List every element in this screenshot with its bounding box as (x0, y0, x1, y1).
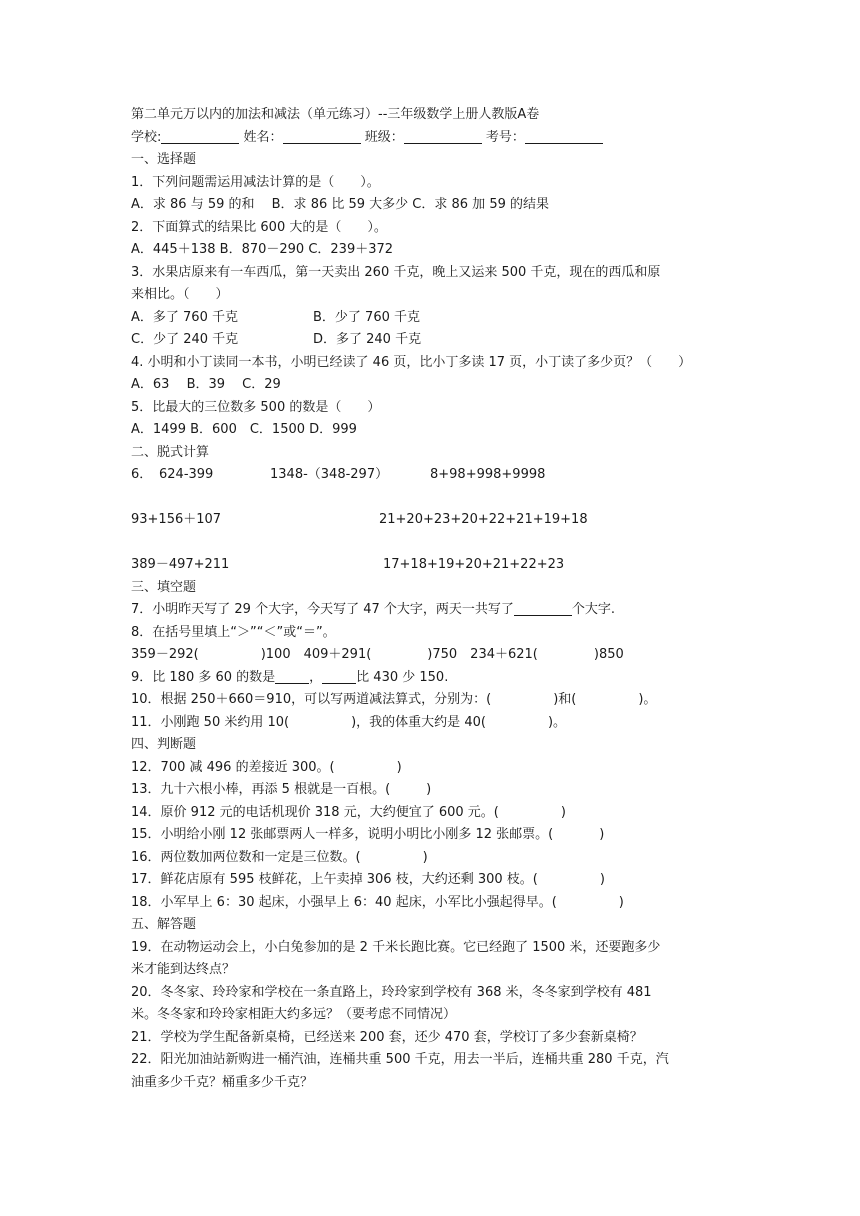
question-text: 7．小明昨天写了 29 个大字，今天写了 47 个大字，两天一共写了 (131, 602, 514, 617)
question-3-options-ab (131, 307, 731, 330)
question-17 (131, 869, 731, 892)
option-b: B．少了 760 千克 (313, 309, 420, 325)
question-text: 14．原价 912 元的电话机现价 318 元，大约便宜了 600 元。( (131, 804, 499, 820)
question-16 (131, 847, 731, 870)
option-d: D．多了 240 千克 (313, 332, 422, 347)
question-8: 8．在括号里填上“＞”“＜”或“＝”。 (131, 624, 336, 640)
expression: 21+20+23+20+22+21+19+18 (379, 512, 588, 527)
compare-item: )850 (593, 647, 624, 662)
compare-item: 359－292( (131, 647, 199, 662)
question-15 (131, 824, 731, 847)
name-label: 姓名： (243, 129, 283, 145)
paren-close: ) (396, 759, 402, 775)
question-2: 2．下面算式的结果比 600 大的是（ ）。 (131, 219, 387, 235)
question-19-line-2: 米才能到达终点？ (131, 962, 236, 977)
question-text: 12．700 减 496 的差接近 300。( (131, 759, 335, 775)
question-3-options-cd (131, 329, 731, 352)
question-text: )。 (547, 714, 567, 730)
calc-row-1 (131, 464, 731, 487)
question-1-options: A．求 86 与 59 的和 B．求 86 比 59 大多少 C．求 86 加 59 的结果 (131, 197, 549, 212)
expression: 17+18+19+20+21+22+23 (383, 557, 565, 572)
paren-close: ) (599, 872, 605, 887)
question-text: )和( (553, 692, 577, 707)
expression: 1348-（348-297） (270, 467, 389, 482)
expression: 93+156＋107 (131, 512, 222, 527)
question-3-line-2: 来相比。（ ） (131, 287, 229, 302)
paren-close: ) (422, 849, 428, 865)
question-22-line-2: 油重多少千克？桶重多少千克？ (131, 1074, 314, 1090)
question-21: 21．学校为学生配备新桌椅，已经送来 200 套，还少 470 套，学校订了多少套新桌椅？ (131, 1029, 643, 1045)
paren-close: ) (560, 804, 566, 820)
answer-blank[interactable] (514, 601, 572, 616)
compare-item: )100 409＋291( (260, 647, 372, 662)
paren-close: ) (426, 782, 432, 797)
question-text: 10．根据 250＋660＝910，可以写两道减法算式，分别为：( (131, 692, 492, 707)
question-text: 15．小明给小刚 12 张邮票两人一样多，说明小明比小刚多 12 张邮票。( (131, 827, 554, 842)
question-20-line-1: 20．冬冬家、玲玲家和学校在一条直路上，玲玲家到学校有 368 米，冬冬家到学校有 481 (131, 984, 652, 1000)
question-text: ， (309, 669, 323, 685)
question-4-options: A．63 B．39 C．29 (131, 377, 281, 392)
question-5-options: A．1499 B．600 C．1500 D．999 (131, 422, 357, 437)
answer-blank[interactable] (322, 669, 356, 684)
question-7 (131, 599, 731, 622)
section-heading: 一、选择题 (131, 152, 197, 167)
expression: 389－497+211 (131, 557, 230, 572)
question-13 (131, 779, 731, 802)
class-blank[interactable] (404, 129, 482, 144)
expression: 8+98+998+9998 (430, 467, 546, 482)
question-6-label: 6． (131, 467, 153, 482)
section-heading: 二、脱式计算 (131, 444, 210, 460)
exam-no-blank[interactable] (525, 129, 603, 144)
calc-row-2 (131, 509, 731, 532)
name-blank[interactable] (283, 129, 361, 144)
school-label: 学校: (131, 129, 162, 145)
compare-item: )750 234＋621( (427, 647, 538, 662)
question-text: 17．鲜花店原有 595 枝鲜花，上午卖掉 306 枝，大约还剩 300 枝。( (131, 872, 538, 887)
school-blank[interactable] (161, 129, 239, 144)
question-19-line-1: 19．在动物运动会上，小白兔参加的是 2 千米长跑比赛。它已经跑了 1500 米，还要跑多少 (131, 939, 661, 955)
question-4: 4. 小明和小丁读同一本书，小明已经读了 46 页，比小丁多读 17 页，小丁读了多少页？（ ） (131, 354, 692, 370)
question-8-items (131, 644, 731, 667)
option-c: C．少了 240 千克 (131, 332, 239, 347)
answer-blank[interactable] (275, 669, 309, 684)
question-text: 18．小军早上 6：30 起床，小强早上 6：40 起床，小军比小强起得早。( (131, 894, 557, 910)
section-heading: 四、判断题 (131, 737, 197, 752)
option-a: A．多了 760 千克 (131, 309, 238, 325)
question-14 (131, 802, 731, 825)
paren-close: ) (599, 827, 605, 842)
question-2-options: A．445＋138 B．870－290 C．239＋372 (131, 242, 394, 257)
paren-close: ) (618, 894, 624, 910)
calc-row-3 (131, 554, 731, 577)
section-heading: 三、填空题 (131, 579, 197, 595)
page-title: 第二单元万以内的加法和减法（单元练习）--三年级数学上册人教版A卷 (131, 107, 540, 122)
question-20-line-2: 米。冬冬家和玲玲家相距大约多远？（要考虑不同情况） (131, 1007, 457, 1022)
question-text: 个大字. (571, 602, 616, 617)
question-3-line-1: 3．水果店原来有一车西瓜，第一天卖出 260 千克，晚上又运来 500 千克，现在的西瓜和原 (131, 264, 661, 280)
question-text: 比 430 少 150. (356, 669, 449, 685)
question-1: 1．下列问题需运用减法计算的是（ ）。 (131, 174, 380, 190)
section-heading: 五、解答题 (131, 917, 197, 932)
student-info-row (131, 127, 731, 150)
question-text: 16．两位数加两位数和一定是三位数。( (131, 849, 361, 865)
class-label: 班级： (364, 129, 404, 145)
question-5: 5．比最大的三位数多 500 的数是（ ） (131, 399, 381, 415)
question-text: )，我的体重大约是 40( (351, 714, 486, 730)
exam-no-label: 考号： (485, 129, 525, 145)
question-text: )。 (638, 692, 657, 707)
question-18 (131, 892, 731, 915)
spacer (131, 532, 731, 555)
question-9 (131, 667, 731, 690)
question-text: 11．小刚跑 50 米约用 10( (131, 714, 290, 730)
question-10 (131, 689, 731, 712)
question-text: 13．九十六根小棒，再添 5 根就是一百根。( (131, 782, 391, 797)
question-12 (131, 757, 731, 780)
question-text: 9．比 180 多 60 的数是 (131, 669, 276, 685)
question-11 (131, 712, 731, 735)
expression: 624-399 (159, 467, 214, 482)
question-22-line-1: 22．阳光加油站新购进一桶汽油，连桶共重 500 千克，用去一半后，连桶共重 280 千克，汽 (131, 1052, 669, 1067)
spacer (131, 487, 731, 510)
worksheet-content (131, 104, 731, 1094)
